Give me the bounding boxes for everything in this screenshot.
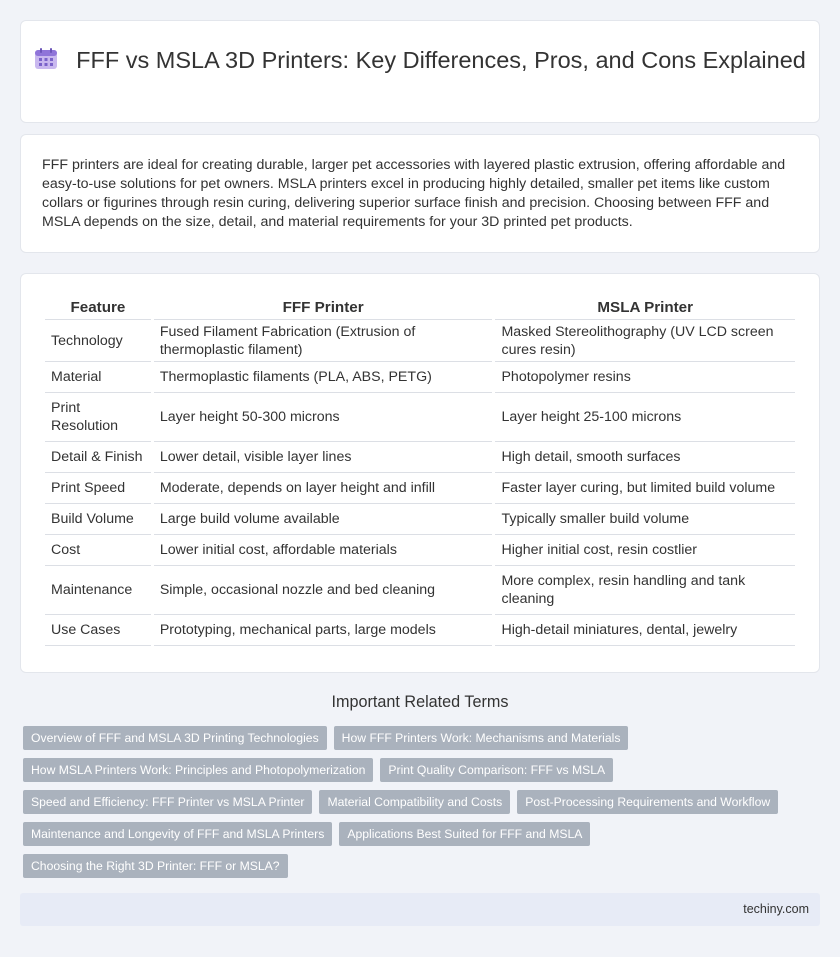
header-feature: Feature (45, 294, 151, 320)
row-msla: Faster layer curing, but limited build volume (495, 473, 795, 504)
table-row (45, 362, 795, 393)
row-feature: Print Speed (45, 473, 151, 504)
related-term-tag[interactable]: How FFF Printers Work: Mechanisms and Materials (334, 726, 629, 750)
row-fff: Large build volume available (154, 504, 493, 535)
intro-paragraph: FFF printers are ideal for creating durable, larger pet accessories with layered plastic extrusion, offering affordable and easy-to-use solutions for pet owners. MSLA printers excel in producing highly detailed, smaller pet items like custom collars or figurines through resin curing, delivering superior surface finish and precision. Choosing between FFF and MSLA depends on the size, detail, and material requirements for your 3D printed pet products. (42, 157, 786, 230)
row-msla: High detail, smooth surfaces (495, 442, 795, 473)
tag-row (23, 758, 783, 782)
table-row (45, 473, 795, 504)
row-fff: Simple, occasional nozzle and bed cleaning (154, 566, 493, 615)
row-fff: Layer height 50-300 microns (154, 393, 493, 442)
table-row (45, 535, 795, 566)
page-title: FFF vs MSLA 3D Printers: Key Differences, Pros, and Cons Explained (76, 47, 806, 73)
intro-card (20, 134, 820, 253)
header-fff: FFF Printer (154, 294, 493, 320)
row-msla: Typically smaller build volume (495, 504, 795, 535)
tag-row (23, 854, 783, 878)
row-feature: Material (45, 362, 151, 393)
row-msla: Higher initial cost, resin costlier (495, 535, 795, 566)
row-feature: Technology (45, 320, 151, 362)
row-fff: Thermoplastic filaments (PLA, ABS, PETG) (154, 362, 493, 393)
page-title-wrap (21, 46, 819, 75)
related-term-tag[interactable]: How MSLA Printers Work: Principles and Photopolymerization (23, 758, 373, 782)
row-feature: Use Cases (45, 615, 151, 646)
row-feature: Cost (45, 535, 151, 566)
table-row (45, 615, 795, 646)
title-card (20, 20, 820, 123)
comparison-card (20, 273, 820, 673)
tag-row (23, 822, 783, 846)
table-row (45, 566, 795, 615)
related-term-tag[interactable]: Print Quality Comparison: FFF vs MSLA (380, 758, 613, 782)
table-row (45, 442, 795, 473)
row-msla: Layer height 25-100 microns (495, 393, 795, 442)
table-header-row (45, 294, 795, 320)
related-terms-heading: Important Related Terms (331, 693, 509, 711)
table-row (45, 393, 795, 442)
footer-brand[interactable]: techiny.com (743, 902, 809, 916)
tag-row (23, 726, 783, 750)
row-fff: Fused Filament Fabrication (Extrusion of thermoplastic filament) (154, 320, 493, 362)
footer (20, 893, 820, 926)
row-fff: Lower detail, visible layer lines (154, 442, 493, 473)
related-term-tag[interactable]: Applications Best Suited for FFF and MSLA (339, 822, 590, 846)
comparison-table (42, 294, 798, 646)
row-feature: Maintenance (45, 566, 151, 615)
row-fff: Moderate, depends on layer height and infill (154, 473, 493, 504)
row-fff: Lower initial cost, affordable materials (154, 535, 493, 566)
related-terms-list (23, 726, 783, 886)
row-feature: Detail & Finish (45, 442, 151, 473)
row-msla: More complex, resin handling and tank cleaning (495, 566, 795, 615)
related-term-tag[interactable]: Maintenance and Longevity of FFF and MSLA Printers (23, 822, 332, 846)
table-row (45, 320, 795, 362)
row-msla: Masked Stereolithography (UV LCD screen cures resin) (495, 320, 795, 362)
header-msla: MSLA Printer (495, 294, 795, 320)
related-term-tag[interactable]: Material Compatibility and Costs (319, 790, 510, 814)
table-row (45, 504, 795, 535)
related-term-tag[interactable]: Overview of FFF and MSLA 3D Printing Technologies (23, 726, 327, 750)
tag-row (23, 790, 783, 814)
row-msla: Photopolymer resins (495, 362, 795, 393)
calendar-icon (34, 48, 58, 70)
related-term-tag[interactable]: Post-Processing Requirements and Workflow (517, 790, 778, 814)
related-term-tag[interactable]: Choosing the Right 3D Printer: FFF or MSLA? (23, 854, 288, 878)
row-feature: Print Resolution (45, 393, 151, 442)
row-feature: Build Volume (45, 504, 151, 535)
row-msla: High-detail miniatures, dental, jewelry (495, 615, 795, 646)
related-term-tag[interactable]: Speed and Efficiency: FFF Printer vs MSLA Printer (23, 790, 312, 814)
row-fff: Prototyping, mechanical parts, large models (154, 615, 493, 646)
